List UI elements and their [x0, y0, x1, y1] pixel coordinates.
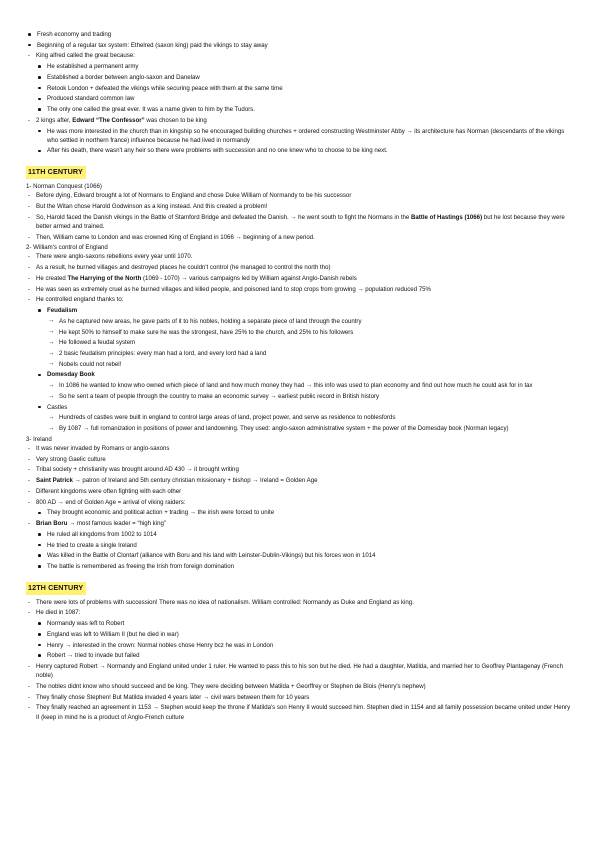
saint-patrick-post: → patron of Ireland and 5th century christian missionary + bishop → Ireland = Golden Age — [72, 477, 318, 485]
list-item: - There were anglo-saxons rebellions every year until 1070. — [26, 252, 574, 261]
brian-boru-points — [36, 530, 574, 571]
list-item: They brought economic and political action + trading → the irish were forced to unite — [36, 508, 574, 517]
list-item — [26, 274, 574, 283]
golden-age-end-label: 800 AD → end of Golden Age = arrival of viking raiders: — [36, 498, 186, 506]
alfred-section — [26, 51, 574, 155]
subsection-title: 2- William's control of England — [26, 244, 108, 252]
confessor-text-b: was chosen to be king — [144, 116, 207, 124]
confessor-points — [36, 127, 574, 156]
list-item: Fresh economy and trading — [26, 30, 574, 39]
list-item: - There were lots of problems with succession! There was no idea of nationalism. William controlled: Normandy as Duke and England as king. — [26, 598, 574, 607]
list-item — [26, 476, 574, 485]
heading-11th-century: 11TH CENTURY — [26, 166, 86, 179]
list-item: - Henry captured Robert → Normandy and England united under 1 ruler. He wanted to pass this to his son but he died. He had a daughter, Matilda, and married her to Geoffrey Plantagenay (French noble) — [26, 662, 574, 680]
list-item: - The nobles didnt know who should succeed and be king. They were deciding between Matilda + Georffrey or Stephen de Blois (Henry's nephew) — [26, 682, 574, 691]
subsection-title: 1- Norman Conquest (1066) — [26, 183, 102, 191]
list-item-castles — [36, 403, 574, 434]
list-item: Normandy was left to Robert — [36, 619, 574, 628]
succession-points — [36, 619, 574, 660]
list-item: → 2 basic feudalism principles: every man had a lord, and every lord had a land — [47, 349, 574, 358]
alfred-label: King alfred called the great because: — [36, 52, 135, 60]
confessor-text-a: 2 kings after, — [36, 116, 73, 124]
list-item: Beginning of a regular tax system: Ethelred (saxon king) paid the vikings to stay away — [26, 41, 574, 50]
ireland-points — [26, 444, 574, 571]
ireland-block — [26, 435, 574, 571]
saint-patrick-bold: Saint Patrick — [36, 477, 73, 485]
norman-conquest-block — [26, 182, 574, 242]
list-item: - Very strong Gaelic culture — [26, 455, 574, 464]
hastings-bold: Battle of Hastings (1066) — [410, 213, 483, 221]
william-control-points — [26, 252, 574, 433]
castles-points — [47, 413, 574, 433]
list-item: England was left to William II (but he died in war) — [36, 630, 574, 639]
list-item: - Different kingdoms were often fighting with each other — [26, 487, 574, 496]
domesday-points — [47, 381, 574, 401]
brian-boru-post: → most famous leader = “high king” — [67, 520, 166, 528]
list-item: The only one called the great ever. It was a name given to him by the Tudors. — [36, 105, 574, 114]
list-item: - Then, William came to London and was crowned King of England in 1066 → beginning of a new period. — [26, 233, 574, 242]
hastings-post: but he lost because they were better armed and trained. — [36, 213, 565, 230]
list-item: Was killed in the Battle of Clontarf (alliance with Boru and his land with Leinster-Dublin-Vikings) but his forces won in 1014 — [36, 551, 574, 560]
list-item: He established a permanent army — [36, 62, 574, 71]
list-item: - He was seen as extremely cruel as he burned villages and killed people, and poisoned land to stop crops from growing → population reduced 75% — [26, 285, 574, 294]
harrying-post: (1069 - 1070) → various campaigns led by William against Anglo-Danish rebels — [141, 274, 357, 282]
list-item: Produced standard common law — [36, 94, 574, 103]
subsection-title: 3- Ireland — [26, 435, 52, 443]
list-item — [26, 116, 574, 156]
list-item: → Hundreds of castles were built in england to control large areas of land, project power, and serve as residence to noblesfords — [47, 413, 574, 422]
list-item: - Tribal society + christianity was brought around AD 430 → it brought writing — [26, 465, 574, 474]
list-item: → He kept 50% to himself to make sure he was the strongest, have 25% to the church, and 25% to his followers — [47, 328, 574, 337]
list-item: → In 1086 he wanted to know who owned which piece of land and how much money they had → this info was used to plan economy and find out how much he could ask for in tax — [47, 381, 574, 390]
list-item — [26, 608, 574, 660]
list-item: After his death, there wasn't any heir so there were problems with succession and no one knew who to choose to be king next. — [36, 146, 574, 155]
domesday-label: Domesday Book — [47, 371, 95, 379]
alfred-points — [36, 62, 574, 114]
list-item: - Before dying, Edward brought a lot of Normans to England and chose Duke William of Normandy to be his successor — [26, 191, 574, 200]
list-item: - But the Witan chose Harold Godwinson as a king instead. And this created a problem! — [26, 202, 574, 211]
list-item: He ruled all kingdoms from 1002 to 1014 — [36, 530, 574, 539]
list-item-feudalism — [36, 306, 574, 369]
norman-conquest-points — [26, 191, 574, 241]
hastings-pre: So, Harold faced the Danish vikings in the Battle of Stamford Bridge and defeated the Danish. → he went south to fight the Normans in the — [36, 213, 411, 221]
william-control-block — [26, 243, 574, 433]
twelfth-century-points — [26, 598, 574, 722]
died-1087-label: He died in 1087: — [36, 609, 81, 617]
list-item: Established a border between anglo-saxon and Danelaw — [36, 73, 574, 82]
viking-points — [36, 508, 574, 517]
list-item — [26, 519, 574, 571]
control-methods — [36, 306, 574, 433]
castles-label: Castles — [47, 403, 68, 411]
harrying-bold: The Harrying of the North — [67, 274, 142, 282]
list-item — [26, 51, 574, 114]
list-item: - They finally chose Stephen! But Matilda invaded 4 years later → civil wars between them for 10 years — [26, 693, 574, 702]
list-item-domesday — [36, 370, 574, 401]
list-item: - It was never invaded by Romans or anglo-saxons — [26, 444, 574, 453]
list-item: The battle is remembered as freeing the Irish from foreign domination — [36, 562, 574, 571]
list-item: - They finally reached an agreement in 1153 → Stephen would keep the throne if Matilda's son Henry II would succeed him. Stephen died in 1154 and all family possession became united under Henry II (keep in mind he is a product of Anglo-French culture — [26, 703, 574, 721]
brian-boru-bold: Brian Boru — [36, 520, 68, 528]
list-item: - As a result, he burned villages and destroyed places he couldn't control (he managed to control the north tho) — [26, 263, 574, 272]
list-item: Retook London + defeated the vikings while securing peace with them at the same time — [36, 84, 574, 93]
list-item: Henry → interested in the crown: Normal nobles chose Henry bcz he was in London — [36, 641, 574, 650]
list-item — [26, 295, 574, 433]
list-item: Robert → tried to invade but failed — [36, 651, 574, 660]
list-item — [26, 498, 574, 518]
list-item: → By 1087 → full romanization in positions of power and landowning. They used: anglo-saxon administrative system + the power of the Domesday book (Norman legacy) — [47, 424, 574, 433]
list-item: → Nobels could not rebel! — [47, 360, 574, 369]
list-item: He tried to create a single Ireland — [36, 541, 574, 550]
list-item: He was more interested in the church than in kingship so he encouraged building churches + ordered constructing Westminster Abby → its architecture has Norman (descendants of the vikings who settled in northern france) influence because he had lived in normandy — [36, 127, 574, 145]
confessor-name: Edward “The Confessor” — [72, 116, 145, 124]
list-item: → So he sent a team of people through the country to make an economic survey → earliest public record in British history — [47, 392, 574, 401]
list-item: → As he captured new areas, he gave parts of it to his nobles, holding a separate piece of land through the country — [47, 317, 574, 326]
feudalism-label: Feudalism — [47, 307, 78, 315]
feudalism-points — [47, 317, 574, 369]
list-item: → He followed a feudal system — [47, 338, 574, 347]
intro-bullets — [26, 30, 574, 50]
controlled-england-label: He controlled england thanks to: — [36, 296, 124, 304]
heading-12th-century: 12TH CENTURY — [26, 582, 86, 595]
harrying-pre: He created — [36, 274, 68, 282]
list-item — [26, 213, 574, 231]
